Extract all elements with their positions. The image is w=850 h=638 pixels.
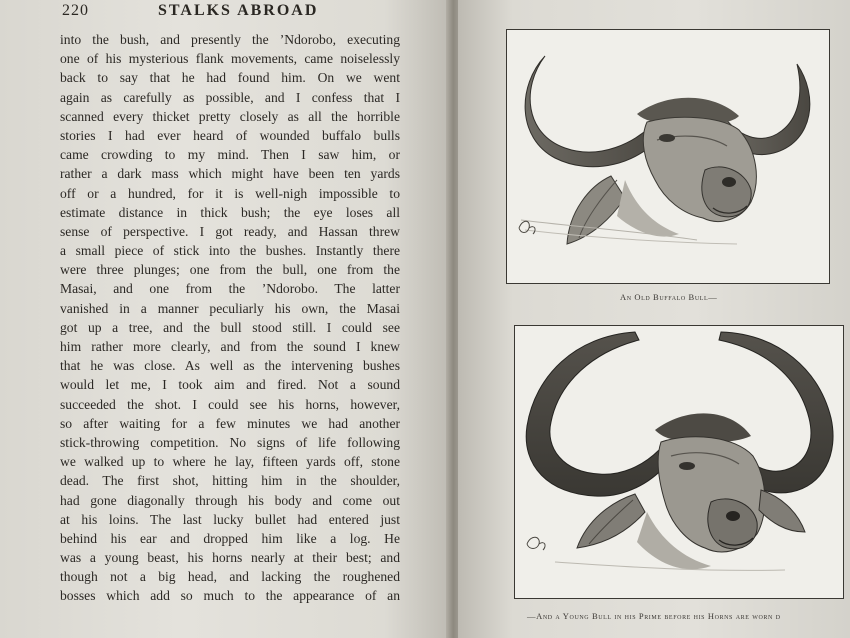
text-line: again as carefully as possible, and I confess that I [60, 89, 400, 105]
text-line: got up a tree, and the bull stood still. I could see [60, 319, 400, 335]
text-line: into the bush, and presently the ’Ndorobo, executing [60, 32, 400, 47]
text-line: that he was close. As well as the intervening bushes [60, 358, 400, 374]
text-line: was a young beast, his horns nearly at their best; and [60, 550, 400, 566]
buffalo-sketch-1 [507, 30, 829, 283]
body-text [60, 30, 400, 606]
plate-caption-1: An Old Buffalo Bull— [620, 292, 718, 302]
text-line: a small piece of stick into the bushes. Instantly there [60, 243, 400, 259]
text-line: rather a dark mass which might have been ten yards [60, 166, 400, 182]
text-line: estimate distance in thick bush; the eye loses all [60, 204, 400, 220]
text-line: had gone diagonally through his body and come out [60, 492, 400, 508]
text-line: sense of perspective. I got ready, and Hassan threw [60, 223, 400, 239]
text-line: though not a big head, and lacking the roughened [60, 569, 400, 585]
text-line: we walked up to where he lay, fifteen yards off, stone [60, 454, 400, 470]
illustration-old-buffalo-bull [506, 29, 830, 284]
text-line: were three plunges; one from the bull, one from the [60, 262, 400, 278]
text-line: vanished in a manner peculiarly his own, the Masai [60, 300, 400, 316]
text-line: behind his ear and dropped him like a log. He [60, 530, 400, 546]
page-number: 220 [62, 2, 89, 19]
illustration-young-buffalo-bull [514, 325, 844, 599]
running-head [62, 2, 402, 22]
text-line: Masai, and one from the ’Ndorobo. The latter [60, 281, 400, 297]
plate-caption-2: —And a Young Bull in his Prime before his Horns are worn d [527, 611, 781, 621]
text-line: scanned every thicket pretty closely as all the horrible [60, 108, 400, 124]
text-line: came crowding to my mind. Then I saw him, or [60, 147, 400, 163]
buffalo-sketch-2 [515, 326, 843, 598]
text-line: one of his mysterious flank movements, came noiselessly [60, 51, 400, 67]
text-line: back to say that he had found him. On we went [60, 70, 400, 86]
text-line: stories I had ever heard of wounded buffalo bulls [60, 127, 400, 143]
text-line: at his loins. The last lucky bullet had entered just [60, 511, 400, 527]
text-line: bosses which add so much to the appearance of an [60, 588, 400, 604]
text-line: dead. The first shot, hitting him in the shoulder, [60, 473, 400, 489]
text-line: succeeded the shot. I could see his horns, however, [60, 396, 400, 412]
text-line: stick-throwing competition. No signs of life following [60, 434, 400, 450]
running-title: STALKS ABROAD [158, 2, 319, 19]
text-line: off or a hundred, for it is well-nigh impossible to [60, 185, 400, 201]
text-line: would let me, I took aim and fired. Not a sound [60, 377, 400, 393]
text-line: so after waiting for a few minutes we had another [60, 415, 400, 431]
text-line: him rather more clearly, and from the sound I knew [60, 339, 400, 354]
